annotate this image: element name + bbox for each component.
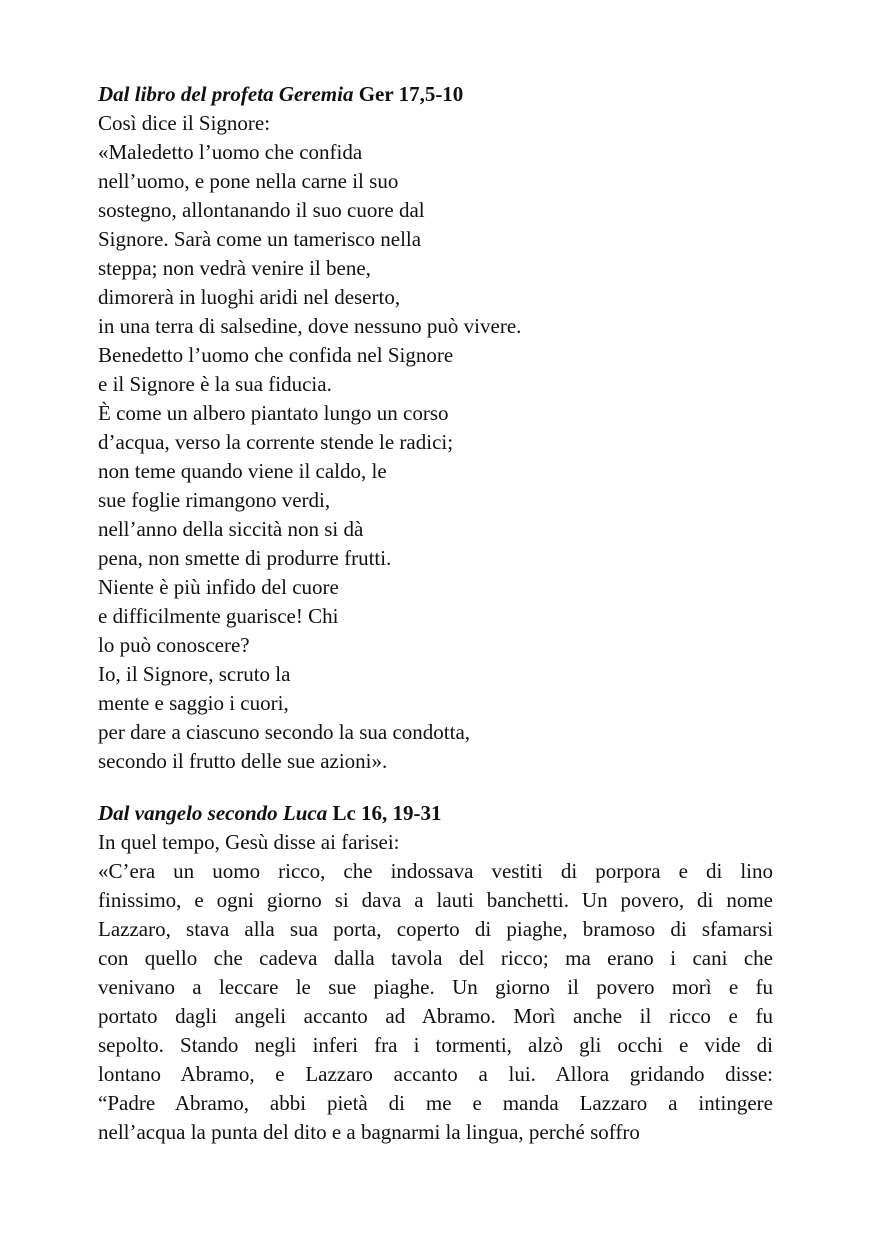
verse-line: mente e saggio i cuori, [98,691,289,715]
gospel-line: con quello che cadeva dalla tavola del ricco; ma erano i cani che [98,946,773,970]
gospel-line: lontano Abramo, e Lazzaro accanto a lui. Allora gridando disse: [98,1062,773,1086]
verse-line: e il Signore è la sua fiducia. [98,372,332,396]
verse-line: nell’uomo, e pone nella carne il suo [98,169,399,193]
first-reading-heading [98,80,773,109]
verse-line: Signore. Sarà come un tamerisco nella [98,227,422,251]
verse-line: pena, non smette di produrre frutti. [98,546,392,570]
document-page [98,80,773,1147]
gospel-line: «C’era un uomo ricco, che indossava vestiti di porpora e di lino [98,859,773,883]
gospel-line: nell’acqua la punta del dito e a bagnarmi la lingua, perché soffro [98,1120,640,1144]
verse-line: sostegno, allontanando il suo cuore dal [98,198,425,222]
verse-line: d’acqua, verso la corrente stende le radici; [98,430,454,454]
gospel-line: venivano a leccare le sue piaghe. Un giorno il povero morì e fu [98,975,773,999]
first-reading-reference: Ger 17,5-10 [358,82,464,106]
verse-line: steppa; non vedrà venire il bene, [98,256,371,280]
gospel-line: “Padre Abramo, abbi pietà di me e manda Lazzaro a intingere [98,1091,773,1115]
gospel-line: finissimo, e ogni giorno si dava a lauti banchetti. Un povero, di nome [98,888,773,912]
verse-line: Io, il Signore, scruto la [98,662,291,686]
verse-line: Benedetto l’uomo che confida nel Signore [98,343,454,367]
verse-line: nell’anno della siccità non si dà [98,517,364,541]
verse-line: secondo il frutto delle sue azioni». [98,749,388,773]
verse-line: sue foglie rimangono verdi, [98,488,331,512]
verse-line: non teme quando viene il caldo, le [98,459,387,483]
gospel-line: Lazzaro, stava alla sua porta, coperto di piaghe, bramoso di sfamarsi [98,917,773,941]
gospel-reference: Lc 16, 19-31 [332,801,442,825]
first-reading-title: Dal libro del profeta Geremia [98,82,354,106]
verse-line: in una terra di salsedine, dove nessuno può vivere. [98,314,522,338]
first-reading [98,80,773,776]
verse-line: e difficilmente guarisce! Chi [98,604,339,628]
verse-line: «Maledetto l’uomo che confida [98,140,363,164]
verse-line: Così dice il Signore: [98,111,271,135]
verse-line: lo può conoscere? [98,633,250,657]
gospel-line: sepolto. Stando negli inferi fra i tormenti, alzò gli occhi e vide di [98,1033,773,1057]
verse-line: per dare a ciascuno secondo la sua condotta, [98,720,471,744]
section-gap [98,776,773,799]
gospel-text [98,857,773,1147]
gospel-reading [98,799,773,1147]
gospel-intro: In quel tempo, Gesù disse ai farisei: [98,830,400,854]
gospel-line: portato dagli angeli accanto ad Abramo. Morì anche il ricco e fu [98,1004,773,1028]
verse-line: dimorerà in luoghi aridi nel deserto, [98,285,401,309]
verse-line: È come un albero piantato lungo un corso [98,401,449,425]
gospel-heading [98,799,773,828]
first-reading-text [98,109,773,776]
verse-line: Niente è più infido del cuore [98,575,339,599]
gospel-title: Dal vangelo secondo Luca [98,801,328,825]
